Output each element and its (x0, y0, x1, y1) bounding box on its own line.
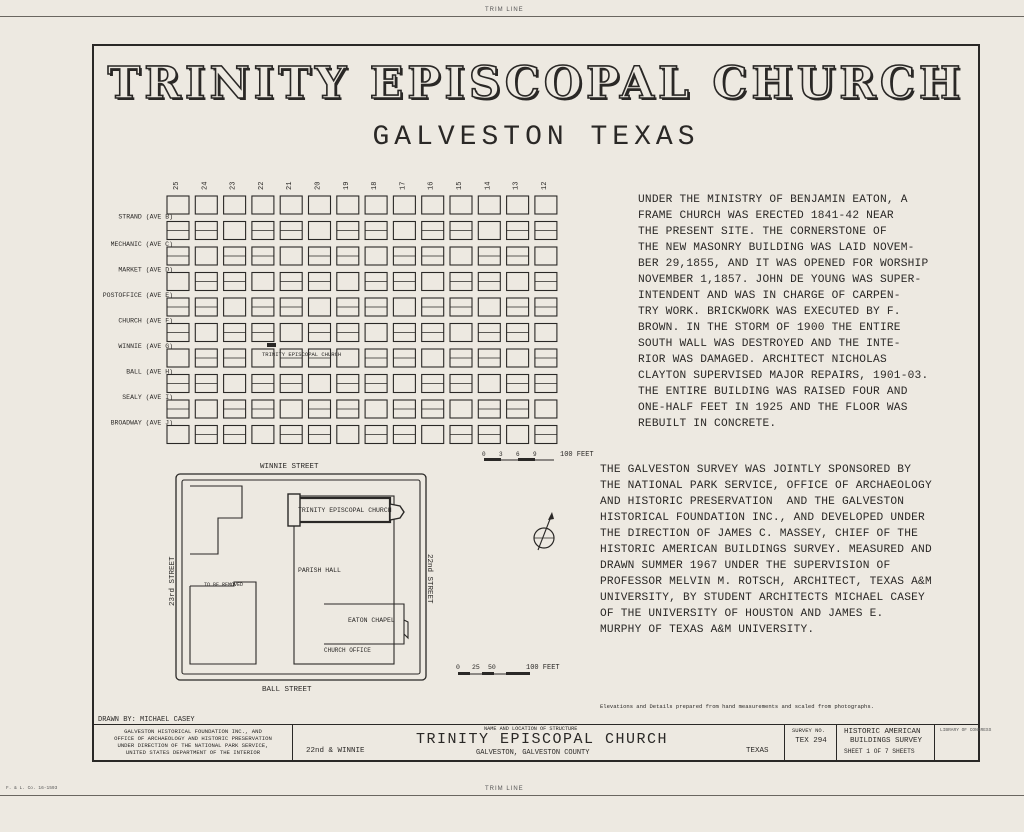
city-block (309, 400, 331, 418)
city-grid-map (94, 172, 604, 468)
city-block (393, 273, 415, 291)
city-block (195, 426, 217, 444)
city-block (224, 400, 246, 418)
city-block (535, 222, 557, 240)
site-scale-tick-2: 50 (488, 664, 496, 671)
city-block (365, 375, 387, 393)
street-number-20: 20 (314, 181, 323, 190)
avenue-label: BROADWAY (AVE J) (110, 419, 173, 427)
street-number-19: 19 (342, 181, 351, 190)
city-block (393, 375, 415, 393)
city-block (195, 375, 217, 393)
city-block (195, 222, 217, 240)
city-block (507, 273, 529, 291)
city-block (337, 222, 359, 240)
city-block (252, 375, 274, 393)
city-block (393, 247, 415, 265)
city-block (507, 400, 529, 418)
city-block (167, 247, 189, 265)
to-be-removed-label: TO BE REMOVED (204, 582, 244, 588)
loc-note: LIBRARY OF CONGRESS (940, 728, 992, 733)
city-block (507, 298, 529, 316)
street-number-21: 21 (286, 181, 295, 190)
city-block (507, 349, 529, 367)
city-block (337, 400, 359, 418)
city-block (478, 298, 500, 316)
city-block (195, 196, 217, 214)
city-block (365, 273, 387, 291)
site-scale-tick-1: 25 (472, 664, 480, 671)
city-block (252, 196, 274, 214)
survey-no-label: SURVEY NO. (792, 727, 826, 734)
city-block (365, 349, 387, 367)
city-block (422, 298, 444, 316)
city-block (507, 426, 529, 444)
street-number-18: 18 (371, 181, 380, 190)
site-scale-bar (454, 660, 594, 682)
city-block (393, 426, 415, 444)
street-left-label: 23rd STREET (169, 556, 177, 606)
city-block (365, 222, 387, 240)
map-church-label: TRINITY EPISCOPAL CHURCH (262, 351, 342, 358)
city-block (167, 298, 189, 316)
city-block (535, 426, 557, 444)
title-block-divider-3 (836, 725, 837, 761)
city-block (535, 375, 557, 393)
north-arrow-icon (528, 510, 560, 554)
street-number-22: 22 (257, 181, 266, 190)
survey-no: TEX 294 (795, 737, 827, 745)
eaton-chapel-label: EATON CHAPEL (348, 617, 395, 624)
title-block (94, 716, 992, 761)
city-block (365, 426, 387, 444)
street-number-17: 17 (399, 181, 408, 190)
city-block (337, 273, 359, 291)
avenue-label: MARKET (AVE D) (118, 266, 173, 274)
city-block (422, 349, 444, 367)
city-block (393, 400, 415, 418)
title-block-divider-2 (784, 725, 785, 761)
street-numbers (173, 182, 549, 190)
city-block (252, 298, 274, 316)
city-block (252, 273, 274, 291)
trim-label-bottom: TRIM LINE (485, 786, 524, 792)
avenue-label: STRAND (AVE B) (118, 213, 173, 221)
city-block (422, 400, 444, 418)
city-block (535, 298, 557, 316)
city-block (309, 273, 331, 291)
city-block (535, 273, 557, 291)
church-office-label: CHURCH OFFICE (324, 647, 371, 654)
city-block (167, 426, 189, 444)
city-block (309, 222, 331, 240)
city-block (507, 324, 529, 342)
city-block (478, 196, 500, 214)
city-block (309, 247, 331, 265)
avenue-label: SEALY (AVE I) (122, 394, 173, 401)
city-block (478, 375, 500, 393)
city-block (167, 375, 189, 393)
city-block (280, 400, 302, 418)
city-block (224, 298, 246, 316)
city-block (309, 375, 331, 393)
sponsor-line-1: GALVESTON HISTORICAL FOUNDATION INC., AND (124, 728, 262, 735)
city-block (393, 298, 415, 316)
parish-hall-label: PARISH HALL (298, 567, 341, 574)
city-block (478, 324, 500, 342)
city-block (450, 196, 472, 214)
habs-line-2: BUILDINGS SURVEY (850, 737, 923, 745)
city-block (337, 196, 359, 214)
city-block (478, 222, 500, 240)
city-block (195, 298, 217, 316)
trim-label-top: TRIM LINE (485, 7, 524, 13)
sheet-subtitle: GALVESTON TEXAS (372, 122, 700, 153)
city-block (195, 247, 217, 265)
sponsor-block (94, 728, 292, 756)
city-block (280, 426, 302, 444)
street-top-label: WINNIE STREET (260, 463, 319, 471)
city-block (337, 247, 359, 265)
map-scale-tick-3: 9 (533, 451, 537, 458)
church-plan-label: TRINITY EPISCOPAL CHURCH (298, 507, 392, 514)
city-block (365, 298, 387, 316)
city-block (535, 196, 557, 214)
city-block (224, 196, 246, 214)
eaton-chapel-outline (324, 604, 408, 644)
church-block-marker (267, 343, 276, 347)
city-block (393, 222, 415, 240)
city-block (450, 400, 472, 418)
city-block (450, 375, 472, 393)
street-number-13: 13 (512, 181, 521, 190)
city-block (167, 349, 189, 367)
city-block (195, 324, 217, 342)
city-block (252, 400, 274, 418)
map-scale-tick-0: 0 (482, 451, 486, 458)
city-block (337, 324, 359, 342)
site-scale-tick-0: 0 (456, 664, 460, 671)
city-block (450, 426, 472, 444)
street-number-16: 16 (427, 181, 436, 190)
building-to-be-removed-upper (190, 486, 242, 554)
city-block (450, 349, 472, 367)
city-block (167, 324, 189, 342)
city-block (224, 375, 246, 393)
map-scale-unit: 100 FEET (560, 451, 594, 459)
structure-state: TEXAS (746, 747, 769, 755)
site-scale-unit: 100 FEET (526, 664, 560, 672)
church-apse (390, 504, 404, 520)
sponsor-line-4: UNITED STATES DEPARTMENT OF THE INTERIOR (125, 749, 261, 756)
city-block (422, 324, 444, 342)
city-block (422, 196, 444, 214)
structure-name: TRINITY EPISCOPAL CHURCH (416, 731, 669, 748)
city-block (422, 426, 444, 444)
city-block (450, 222, 472, 240)
trim-line-bottom (0, 795, 1024, 796)
city-block (309, 426, 331, 444)
survey-paragraph: THE GALVESTON SURVEY WAS JOINTLY SPONSORED BY THE NATIONAL PARK SERVICE, OFFICE OF ARCHAEOLOGY AND HISTORIC PRESERVATION AND THE GALVESTON HISTORICAL FOUNDATION INC., AND DEVELOPED UNDER THE DIRECTION OF JAMES C. MASSEY, CHIEF OF THE HISTORIC AMERICAN BUILDINGS SURVEY. MEASURED AND DRAWN SUMMER 1967 UNDER THE SUPERVISION OF PROFESSOR MELVIN M. ROTSCH, ARCHITECT, TEXAS A&M UNIVERSITY, BY STUDENT ARCHITECTS MICHAEL CASEY OF THE UNIVERSITY OF HOUSTON AND JAMES E. MURPHY OF TEXAS A&M UNIVERSITY. (600, 464, 932, 636)
city-block (478, 426, 500, 444)
city-block (252, 324, 274, 342)
name-location-label: NAME AND LOCATION OF STRUCTURE (484, 726, 578, 732)
city-block (224, 222, 246, 240)
city-block (280, 196, 302, 214)
city-block (365, 324, 387, 342)
city-block (195, 273, 217, 291)
printer-mark: F. & L. Co. 16-1593 (6, 786, 58, 791)
city-block (365, 247, 387, 265)
city-block (309, 324, 331, 342)
sheet-title: TRINITY EPISCOPAL CHURCH (107, 58, 965, 109)
city-block (507, 222, 529, 240)
city-block (224, 273, 246, 291)
city-block (422, 247, 444, 265)
city-block (280, 324, 302, 342)
city-block (195, 349, 217, 367)
avenue-label: POSTOFFICE (AVE E) (102, 292, 173, 299)
city-block (224, 324, 246, 342)
avenue-labels (103, 214, 173, 427)
street-number-23: 23 (229, 181, 238, 190)
city-block (280, 375, 302, 393)
street-number-12: 12 (540, 181, 549, 190)
city-block (280, 247, 302, 265)
city-block (422, 273, 444, 291)
building-to-be-removed-lower (190, 582, 256, 664)
city-block (535, 400, 557, 418)
trim-line-top (0, 16, 1024, 17)
city-block (280, 273, 302, 291)
city-block (422, 375, 444, 393)
structure-address: 22nd & WINNIE (306, 747, 365, 755)
city-block (393, 349, 415, 367)
city-block (365, 196, 387, 214)
map-scale-tick-2: 6 (516, 451, 520, 458)
city-block (167, 400, 189, 418)
avenue-label: MECHANIC (AVE C) (110, 241, 173, 248)
city-block (337, 298, 359, 316)
city-block (252, 426, 274, 444)
city-block (280, 298, 302, 316)
city-block (309, 196, 331, 214)
city-block (478, 273, 500, 291)
title-block-divider-4 (934, 725, 935, 761)
map-scale-tick-1: 3 (499, 451, 503, 458)
site-plan (168, 456, 448, 698)
city-block (224, 426, 246, 444)
city-block (309, 298, 331, 316)
street-number-14: 14 (484, 181, 493, 190)
street-bottom-label: BALL STREET (262, 686, 312, 694)
city-block (450, 324, 472, 342)
city-block (252, 247, 274, 265)
city-block (167, 222, 189, 240)
city-block (252, 222, 274, 240)
sponsor-line-3: UNDER DIRECTION OF THE NATIONAL PARK SERVICE, (117, 742, 269, 749)
city-block (478, 349, 500, 367)
avenue-label: WINNIE (AVE G) (118, 343, 173, 350)
city-block (450, 273, 472, 291)
city-block (478, 247, 500, 265)
city-block (450, 298, 472, 316)
city-block (535, 324, 557, 342)
city-block (224, 247, 246, 265)
city-block (450, 247, 472, 265)
street-number-24: 24 (201, 181, 210, 190)
map-scale-bar (482, 451, 594, 461)
city-block (393, 324, 415, 342)
street-right-label: 22nd STREET (425, 554, 433, 604)
title-block-divider-1 (292, 725, 293, 761)
sponsor-line-2: OFFICE OF ARCHAEOLOGY AND HISTORIC PRESERVATION (114, 735, 272, 742)
city-block (535, 247, 557, 265)
city-block (167, 273, 189, 291)
city-block (195, 400, 217, 418)
avenue-label: BALL (AVE H) (126, 368, 173, 376)
city-block (337, 426, 359, 444)
city-block (280, 222, 302, 240)
city-block (507, 247, 529, 265)
sheet-number: SHEET 1 OF 7 SHEETS (844, 748, 915, 755)
street-number-25: 25 (173, 181, 181, 190)
city-block (167, 196, 189, 214)
avenue-label: CHURCH (AVE F) (118, 317, 173, 325)
city-block (535, 349, 557, 367)
history-paragraph: UNDER THE MINISTRY OF BENJAMIN EATON, A FRAME CHURCH WAS ERECTED 1841-42 NEAR THE PRESENT SITE. THE CORNERSTONE OF THE NEW MASONRY BUILDING WAS LAID NOVEM- BER 29,1855, AND IT WAS OPENED FOR WORSHIP NOVEMBER 1,1857. JOHN DE YOUNG WAS SUPER- INTENDENT AND WAS IN CHARGE OF CARPEN- TRY WORK. BRICKWORK WAS EXECUTED BY F. BROWN. IN THE STORM OF 1900 THE ENTIRE SOUTH WALL WAS DESTROYED AND THE INTE- RIOR WAS DAMAGED. ARCHITECT NICHOLAS CLAYTON SUPERVISED MAJOR REPAIRS, 1901-03. THE ENTIRE BUILDING WAS RAISED FOUR AND ONE-HALF FEET IN 1925 AND THE FLOOR WAS REBUILT IN CONCRETE. (638, 194, 929, 430)
city-block (478, 400, 500, 418)
structure-location: GALVESTON, GALVESTON COUNTY (476, 749, 590, 757)
city-block (224, 349, 246, 367)
city-block (507, 196, 529, 214)
street-number-15: 15 (456, 181, 464, 190)
city-block (365, 400, 387, 418)
city-block (422, 222, 444, 240)
city-block (393, 196, 415, 214)
elevations-note: Elevations and Details prepared from hand measurements and scaled from photographs. (600, 703, 874, 710)
habs-line-1: HISTORIC AMERICAN (844, 728, 921, 736)
city-blocks (167, 196, 557, 444)
city-block (337, 375, 359, 393)
drawn-by: DRAWN BY: MICHAEL CASEY (98, 716, 195, 724)
city-block (507, 375, 529, 393)
